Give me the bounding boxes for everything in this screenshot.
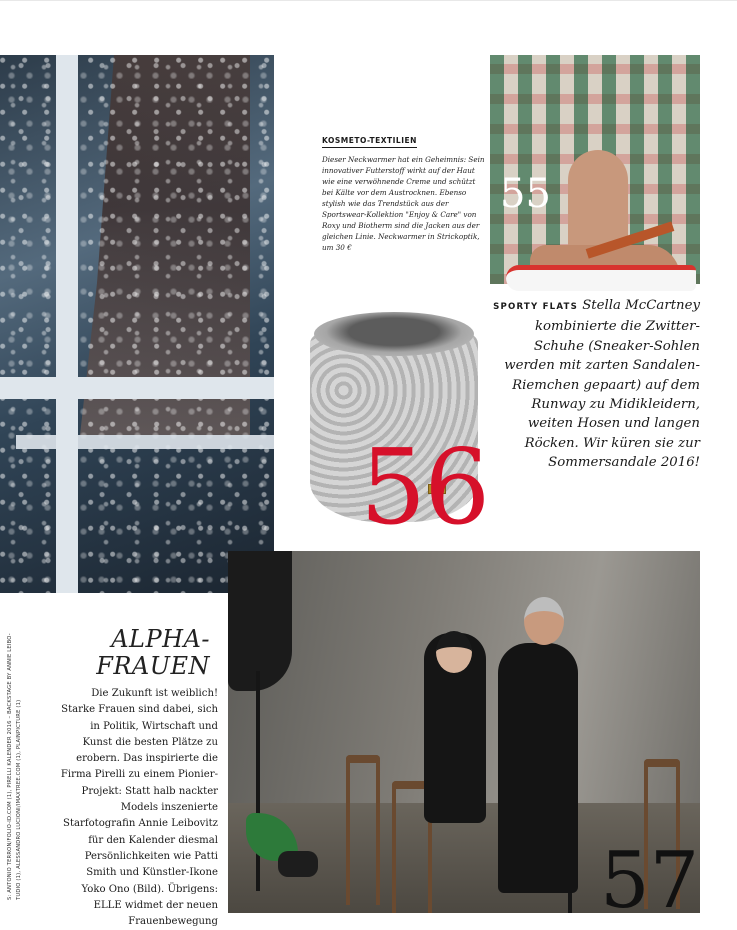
kosmeto-article xyxy=(322,128,487,253)
studio-umbrella xyxy=(228,551,292,691)
photo-credits-line-1: S: ANTONIO TERRON/FOLIO-ID.COM (1), PIRELLI KALENDER 2016 – BACKSTAGE BY ANNIE LEIBO- xyxy=(7,633,13,900)
kosmeto-body: Dieser Neckwarmer hat ein Geheimnis: Sein innovativer Futterstoff wirkt auf der Haut wie eine verwöhnende Creme und schützt bei Kälte vor dem Austrocknen. Ebenso stylish wie das Trendstück aus der Sportswear-Kollektion "Enjoy & Care" von Roxy und Biotherm sind die Jacken aus der gleichen Linie. Neckwarmer in Strickoptik, um 30 € xyxy=(322,155,485,252)
studio-stool-left xyxy=(346,755,380,905)
window-frame-horizontal xyxy=(0,377,274,399)
item-number-56: 56 xyxy=(360,426,489,548)
kosmeto-heading: KOSMETO-TEXTILIEN xyxy=(322,136,417,148)
window-frame-sash xyxy=(16,435,274,449)
neckwarmer-opening xyxy=(314,312,474,356)
studio-seated-woman-head xyxy=(436,631,472,673)
sporty-flats-article xyxy=(488,296,700,473)
window-photo-droplets xyxy=(0,55,274,593)
studio-sandbag xyxy=(278,851,318,877)
alpha-frauen-title-line-1: ALPHA- xyxy=(111,625,210,653)
studio-light-stand xyxy=(256,671,260,891)
item-number-57: 57 xyxy=(600,836,700,926)
alpha-frauen-title xyxy=(90,626,210,680)
studio-stylist xyxy=(498,643,578,893)
photo-credits-line-2: TUDIO (1), ALESSANDRO LUCIONI/IMAXTREE.COM (1), PLAINPICTURE (1) xyxy=(16,699,22,900)
sandal-sole xyxy=(506,265,696,291)
sporty-flats-body: Stella McCartney kombinierte die Zwitter-Schuhe (Sneaker-Sohlen werden mit zarten Sandalen-Riemchen gepaart) auf dem Runway zu Midikleidern, weiten Hosen und langen Röcken. Wir küren sie zur Sommersandale 2016! xyxy=(504,298,700,471)
window-frame-vertical xyxy=(56,55,78,593)
item-number-55: 55 xyxy=(500,171,551,217)
window-photo xyxy=(0,55,274,593)
alpha-frauen-title-line-2: FRAUEN xyxy=(96,652,210,680)
sporty-flats-label: SPORTY FLATS xyxy=(493,302,578,312)
top-rule xyxy=(0,0,737,1)
alpha-frauen-body: Die Zukunft ist weiblich! Starke Frauen sind dabei, sich in Politik, Wirtschaft und Kunst die besten Plätze zu erobern. Das inspirierte die Firma Pirelli zu einem Pionier-Projekt: Statt halb nackter Models inszenierte Starfotografin Annie Leibovitz für den Kalender diesmal Persönlichkeiten wie Patti Smith und Künstler-Ikone Yoko Ono (Bild). Übrigens: ELLE widmet der neuen Frauenbewegung xyxy=(60,688,218,928)
sandal-photo xyxy=(490,55,700,284)
studio-stylist-head xyxy=(524,597,564,645)
photo-credits xyxy=(6,588,24,900)
